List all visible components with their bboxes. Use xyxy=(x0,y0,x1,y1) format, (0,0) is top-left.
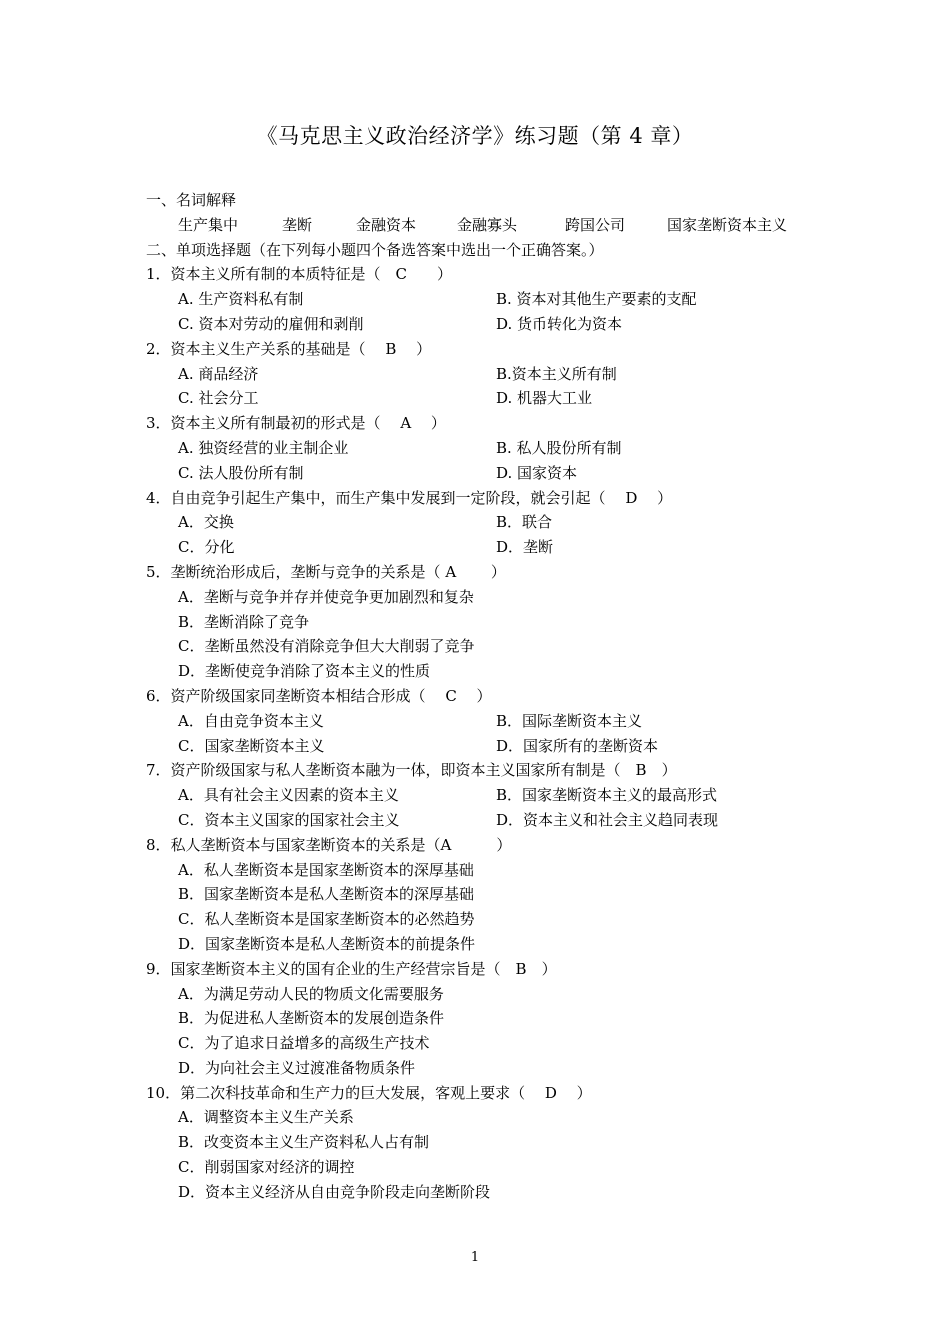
option: D．垄断 xyxy=(496,538,554,557)
option: D．资本主义经济从自由竞争阶段走向垄断阶段 xyxy=(178,1182,491,1201)
question-stem: 7．资产阶级国家与私人垄断资本融为一体，即资本主义国家所有制是（ B ） xyxy=(146,761,677,780)
option: C. 资本对劳动的雇佣和剥削 xyxy=(178,314,364,333)
option: C．分化 xyxy=(178,538,235,557)
option: C．国家垄断资本主义 xyxy=(178,736,325,755)
term-item: 金融资本 xyxy=(356,215,417,234)
term-list xyxy=(146,213,846,238)
option: A．为满足劳动人民的物质文化需要服务 xyxy=(178,984,444,1003)
option-row xyxy=(146,510,846,535)
question-stem: 10．第二次科技革命和生产力的巨大发展，客观上要求（ D ） xyxy=(146,1083,592,1102)
option: D．国家所有的垄断资本 xyxy=(496,736,659,755)
option: D. 机器大工业 xyxy=(496,389,593,408)
question-stem: 2．资本主义生产关系的基础是（ B ） xyxy=(146,339,432,358)
option: D. 货币转化为资本 xyxy=(496,314,623,333)
option: B．为促进私人垄断资本的发展创造条件 xyxy=(178,1009,445,1028)
option: D．资本主义和社会主义趋同表现 xyxy=(496,810,719,829)
option-row xyxy=(146,783,846,808)
term-item: 国家垄断资本主义 xyxy=(667,215,788,234)
option: A．具有社会主义因素的资本主义 xyxy=(178,786,399,805)
term-item: 垄断 xyxy=(282,215,313,234)
question-stem: 6．资产阶级国家同垄断资本相结合形成（ C ） xyxy=(146,686,492,705)
option-row xyxy=(146,386,846,411)
option: A. 独资经营的业主制企业 xyxy=(178,438,349,457)
option-row xyxy=(146,808,846,833)
option-row xyxy=(146,734,846,759)
section2-heading: 二、单项选择题（在下列每小题四个备选答案中选出一个正确答案。） xyxy=(146,240,604,259)
section1-heading: 一、名词解释 xyxy=(146,191,237,209)
option: C．为了追求日益增多的高级生产技术 xyxy=(178,1034,430,1053)
option: B．国家垄断资本主义的最高形式 xyxy=(496,786,718,805)
question-stem: 4．自由竞争引起生产集中，而生产集中发展到一定阶段，就会引起（ D ） xyxy=(146,488,673,507)
option: B．改变资本主义生产资料私人占有制 xyxy=(178,1133,430,1152)
question-stem: 8．私人垄断资本与国家垄断资本的关系是（A ） xyxy=(146,835,512,854)
option-row xyxy=(146,362,846,387)
question-stem: 1．资本主义所有制的本质特征是（ C ） xyxy=(146,265,453,284)
option: D．国家垄断资本是私人垄断资本的前提条件 xyxy=(178,934,476,953)
option-row xyxy=(146,461,846,486)
option: A．调整资本主义生产关系 xyxy=(178,1108,354,1127)
option: C. 社会分工 xyxy=(178,389,259,408)
option: C．削弱国家对经济的调控 xyxy=(178,1158,355,1177)
option: C．私人垄断资本是国家垄断资本的必然趋势 xyxy=(178,910,475,929)
option: B．国际垄断资本主义 xyxy=(496,711,643,730)
option-row xyxy=(146,535,846,560)
option: A. 商品经济 xyxy=(178,364,259,383)
option: B. 资本对其他生产要素的支配 xyxy=(496,290,697,309)
option: D．为向社会主义过渡准备物质条件 xyxy=(178,1058,416,1077)
option: B.资本主义所有制 xyxy=(496,364,617,383)
option: C．垄断虽然没有消除竞争但大大削弱了竞争 xyxy=(178,637,475,656)
question-stem: 9．国家垄断资本主义的国有企业的生产经营宗旨是（ B ） xyxy=(146,959,557,978)
option-row xyxy=(146,312,846,337)
term-item: 金融寡头 xyxy=(457,215,518,234)
option: B．国家垄断资本是私人垄断资本的深厚基础 xyxy=(178,885,475,904)
option: B．垄断消除了竞争 xyxy=(178,612,310,631)
page-title: 《马克思主义政治经济学》练习题（第 4 章） xyxy=(256,124,694,148)
option: A．自由竞争资本主义 xyxy=(178,711,324,730)
question-stem: 5．垄断统治形成后，垄断与竞争的关系是（ A ） xyxy=(146,562,506,581)
option: D. 国家资本 xyxy=(496,463,578,482)
option-row xyxy=(146,436,846,461)
option: B. 私人股份所有制 xyxy=(496,438,622,457)
option: A. 生产资料私有制 xyxy=(178,290,304,309)
option: B．联合 xyxy=(496,513,553,532)
term-item: 跨国公司 xyxy=(565,215,626,234)
option-row xyxy=(146,287,846,312)
option: C. 法人股份所有制 xyxy=(178,463,304,482)
option: A．垄断与竞争并存并使竞争更加剧烈和复杂 xyxy=(178,587,474,606)
option: D．垄断使竞争消除了资本主义的性质 xyxy=(178,662,431,681)
page-number: 1 xyxy=(470,1250,480,1265)
option-row xyxy=(146,709,846,734)
question-stem: 3．资本主义所有制最初的形式是（ A ） xyxy=(146,414,446,433)
option: A．交换 xyxy=(178,513,234,532)
option: A．私人垄断资本是国家垄断资本的深厚基础 xyxy=(178,860,474,879)
term-item: 生产集中 xyxy=(178,215,239,234)
document-body xyxy=(146,188,846,1205)
option: C．资本主义国家的国家社会主义 xyxy=(178,810,400,829)
